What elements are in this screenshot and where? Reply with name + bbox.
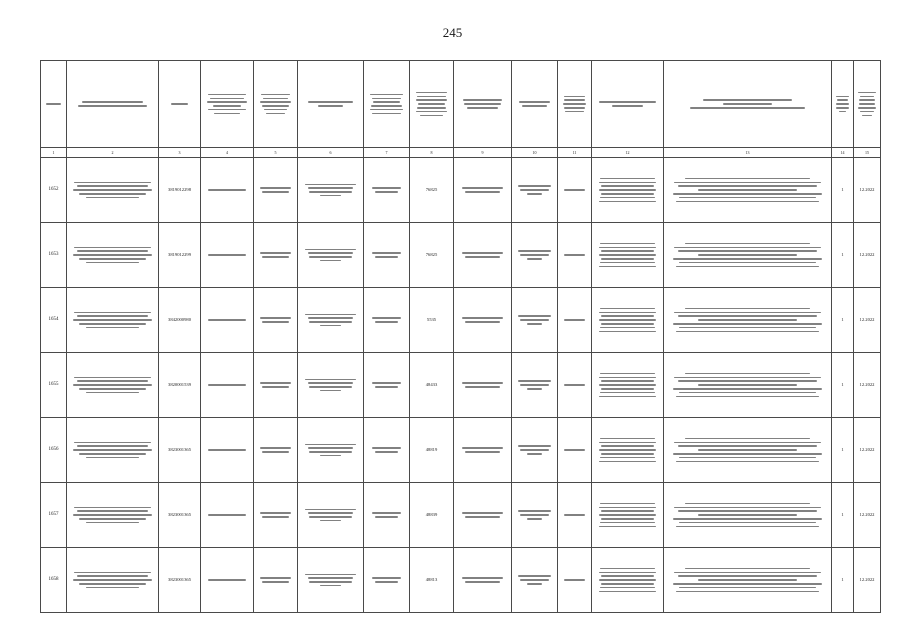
table-row [41, 548, 881, 613]
care-conditions [558, 548, 592, 613]
facility-address [298, 288, 364, 353]
structural-unit [454, 288, 512, 353]
facility-address [298, 418, 364, 483]
care-conditions [558, 418, 592, 483]
table-row [41, 288, 881, 353]
header-cell [854, 61, 881, 148]
column-number: 15 [854, 148, 881, 158]
row-number: 1656 [41, 418, 67, 483]
header-cell [410, 61, 454, 148]
cabinet-type [512, 418, 558, 483]
header-cell [254, 61, 298, 148]
column-number: 12 [592, 148, 664, 158]
table-row [41, 223, 881, 288]
header-cell [41, 61, 67, 148]
postcode-value: 48433 [410, 353, 454, 418]
cabinet-type [512, 353, 558, 418]
planned-date: 12.2022 [854, 353, 881, 418]
column-number: 5 [254, 148, 298, 158]
inn-value: 3823001365 [159, 418, 201, 483]
equipment-count: 1 [832, 223, 854, 288]
column-number: 2 [67, 148, 159, 158]
settlement-name [364, 483, 410, 548]
header-cell [454, 61, 512, 148]
planned-date: 12.2022 [854, 288, 881, 353]
equipment-name [592, 548, 664, 613]
settlement-name [364, 223, 410, 288]
equipment-count: 1 [832, 418, 854, 483]
care-conditions [558, 288, 592, 353]
care-conditions [558, 353, 592, 418]
ownership-type [201, 288, 254, 353]
cabinet-type [512, 483, 558, 548]
equipment-name [592, 288, 664, 353]
equipment-name [592, 223, 664, 288]
equipment-count: 1 [832, 483, 854, 548]
register-sheet [40, 60, 880, 615]
organization-name [67, 483, 159, 548]
row-number: 1657 [41, 483, 67, 548]
table-header-row [41, 61, 881, 148]
equipment-count: 1 [832, 353, 854, 418]
facility-type [254, 288, 298, 353]
facility-address [298, 158, 364, 223]
header-cell [159, 61, 201, 148]
organization-name [67, 223, 159, 288]
column-number: 6 [298, 148, 364, 158]
cabinet-type [512, 158, 558, 223]
row-number: 1652 [41, 158, 67, 223]
regulation-reference [664, 158, 832, 223]
header-cell [664, 61, 832, 148]
facility-address [298, 548, 364, 613]
organization-name [67, 158, 159, 223]
structural-unit [454, 418, 512, 483]
row-number: 1655 [41, 353, 67, 418]
regulation-reference [664, 548, 832, 613]
care-conditions [558, 223, 592, 288]
row-number: 1658 [41, 548, 67, 613]
regulation-reference [664, 483, 832, 548]
inn-value: 3819012299 [159, 223, 201, 288]
settlement-name [364, 288, 410, 353]
facility-address [298, 223, 364, 288]
equipment-name [592, 158, 664, 223]
structural-unit [454, 223, 512, 288]
header-cell [298, 61, 364, 148]
structural-unit [454, 158, 512, 223]
column-number: 8 [410, 148, 454, 158]
register-table [40, 60, 881, 613]
planned-date: 12.2022 [854, 548, 881, 613]
row-number: 1654 [41, 288, 67, 353]
equipment-name [592, 483, 664, 548]
facility-type [254, 158, 298, 223]
facility-type [254, 353, 298, 418]
column-number: 14 [832, 148, 854, 158]
postcode-value: 48819 [410, 418, 454, 483]
organization-name [67, 418, 159, 483]
organization-name [67, 353, 159, 418]
facility-type [254, 483, 298, 548]
ownership-type [201, 353, 254, 418]
settlement-name [364, 548, 410, 613]
facility-address [298, 483, 364, 548]
page-number: 245 [442, 25, 463, 40]
equipment-name [592, 353, 664, 418]
header-cell [364, 61, 410, 148]
regulation-reference [664, 223, 832, 288]
header-cell [558, 61, 592, 148]
organization-name [67, 288, 159, 353]
cabinet-type [512, 223, 558, 288]
table-row [41, 353, 881, 418]
column-number: 13 [664, 148, 832, 158]
planned-date: 12.2022 [854, 223, 881, 288]
header-cell [201, 61, 254, 148]
cabinet-type [512, 548, 558, 613]
facility-type [254, 548, 298, 613]
column-number: 3 [159, 148, 201, 158]
structural-unit [454, 483, 512, 548]
ownership-type [201, 223, 254, 288]
postcode-value: 76825 [410, 223, 454, 288]
header-cell [67, 61, 159, 148]
planned-date: 12.2022 [854, 483, 881, 548]
equipment-name [592, 418, 664, 483]
inn-value: 3842000980 [159, 288, 201, 353]
settlement-name [364, 158, 410, 223]
structural-unit [454, 548, 512, 613]
column-number: 10 [512, 148, 558, 158]
facility-type [254, 223, 298, 288]
column-number-row [41, 148, 881, 158]
settlement-name [364, 418, 410, 483]
header-cell [512, 61, 558, 148]
care-conditions [558, 483, 592, 548]
ownership-type [201, 158, 254, 223]
ownership-type [201, 548, 254, 613]
header-cell [592, 61, 664, 148]
inn-value: 3823001365 [159, 483, 201, 548]
planned-date: 12.2022 [854, 418, 881, 483]
inn-value: 3820001539 [159, 353, 201, 418]
inn-value: 3819012298 [159, 158, 201, 223]
table-row [41, 483, 881, 548]
table-row [41, 418, 881, 483]
equipment-count: 1 [832, 158, 854, 223]
regulation-reference [664, 288, 832, 353]
header-cell [832, 61, 854, 148]
facility-type [254, 418, 298, 483]
column-number: 7 [364, 148, 410, 158]
postcode-value: 48813 [410, 548, 454, 613]
organization-name [67, 548, 159, 613]
column-number: 11 [558, 148, 592, 158]
table-row [41, 158, 881, 223]
cabinet-type [512, 288, 558, 353]
column-number: 9 [454, 148, 512, 158]
equipment-count: 1 [832, 548, 854, 613]
facility-address [298, 353, 364, 418]
planned-date: 12.2022 [854, 158, 881, 223]
structural-unit [454, 353, 512, 418]
postcode-value: 5535 [410, 288, 454, 353]
care-conditions [558, 158, 592, 223]
regulation-reference [664, 353, 832, 418]
postcode-value: 76825 [410, 158, 454, 223]
ownership-type [201, 418, 254, 483]
settlement-name [364, 353, 410, 418]
column-number: 1 [41, 148, 67, 158]
inn-value: 3823001365 [159, 548, 201, 613]
ownership-type [201, 483, 254, 548]
row-number: 1653 [41, 223, 67, 288]
postcode-value: 48839 [410, 483, 454, 548]
column-number: 4 [201, 148, 254, 158]
equipment-count: 1 [832, 288, 854, 353]
regulation-reference [664, 418, 832, 483]
